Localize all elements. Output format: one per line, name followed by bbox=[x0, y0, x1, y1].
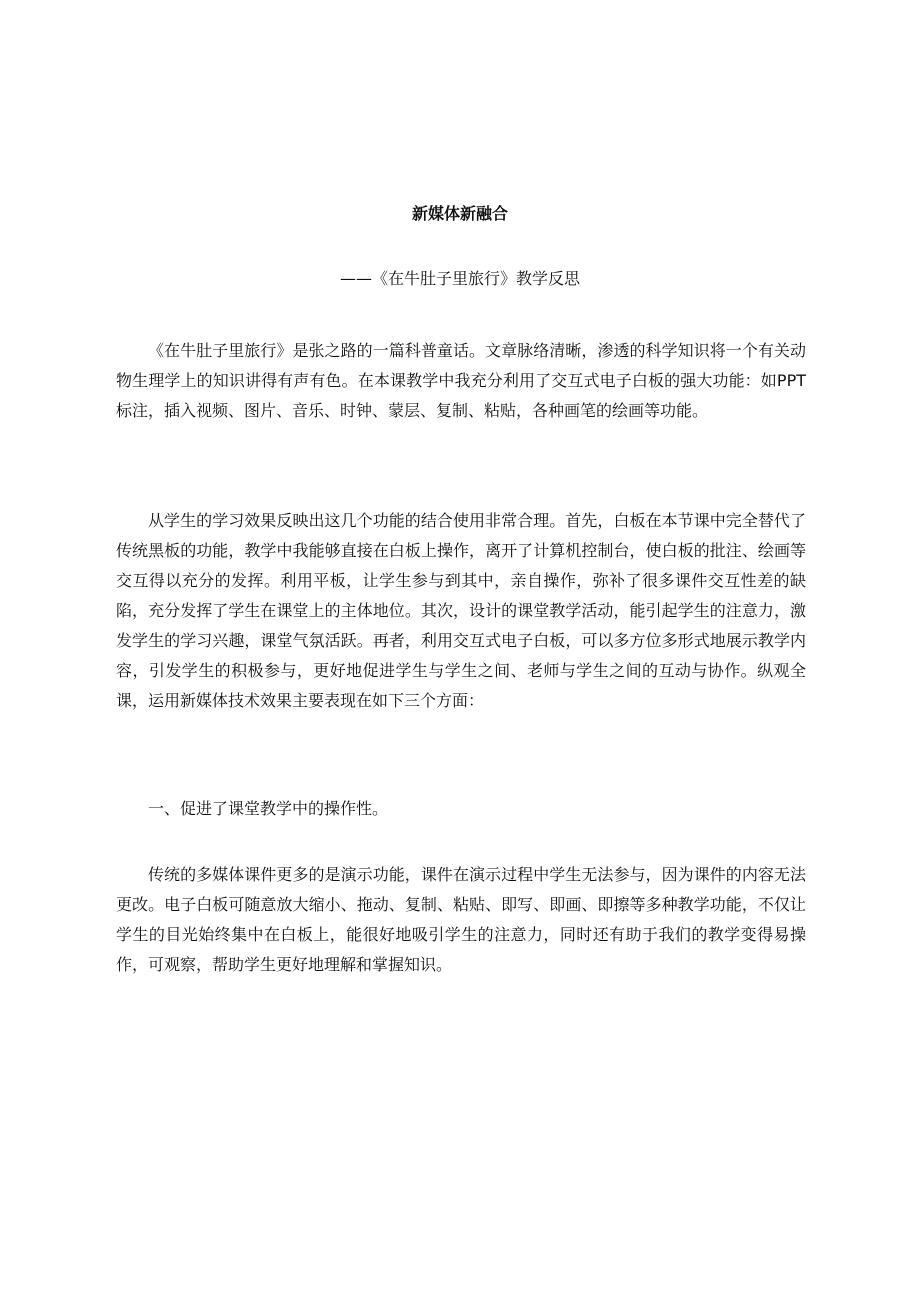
page-title: 新媒体新融合 bbox=[411, 204, 508, 223]
page-subtitle: ——《在牛肚子里旅行》教学反思 bbox=[339, 269, 580, 288]
section-heading-operability: 一、促进了课堂教学中的操作性。 bbox=[148, 799, 389, 818]
paragraph-intro: 《在牛肚子里旅行》是张之路的一篇科普童话。文章脉络清晰，渗透的科学知识将一个有关动物生理学上的知识讲得有声有色。在本课教学中我充分利用了交互式电子白板的强大功能：如PPT标注，插入视频、图片、音乐、时钟、蒙层、复制、粘贴，各种画笔的绘画等功能。 bbox=[116, 341, 806, 420]
paragraph-effects: 从学生的学习效果反映出这几个功能的结合使用非常合理。首先，白板在本节课中完全替代了传统黑板的功能，教学中我能够直接在白板上操作，离开了计算机控制台，使白板的批注、绘画等交互得以充分的发挥。利用平板，让学生参与到其中，亲自操作，弥补了很多课件交互性差的缺陷，充分发挥了学生在课堂上的主体地位。其次，设计的课堂教学活动，能引起学生的注意力，激发学生的学习兴趣，课堂气氛活跃。再者，利用交互式电子白板，可以多方位多形式地展示教学内容，引发学生的积极参与，更好地促进学生与学生之间、老师与学生之间的互动与协作。纵观全课，运用新媒体技术效果主要表现在如下三个方面： bbox=[116, 511, 806, 710]
paragraph-operability: 传统的多媒体课件更多的是演示功能，课件在演示过程中学生无法参与，因为课件的内容无法更改。电子白板可随意放大缩小、拖动、复制、粘贴、即写、即画、即擦等多种教学功能，不仅让学生的目光始终集中在白板上，能很好地吸引学生的注意力，同时还有助于我们的教学变得易操作，可观察，帮助学生更好地理解和掌握知识。 bbox=[116, 865, 806, 974]
